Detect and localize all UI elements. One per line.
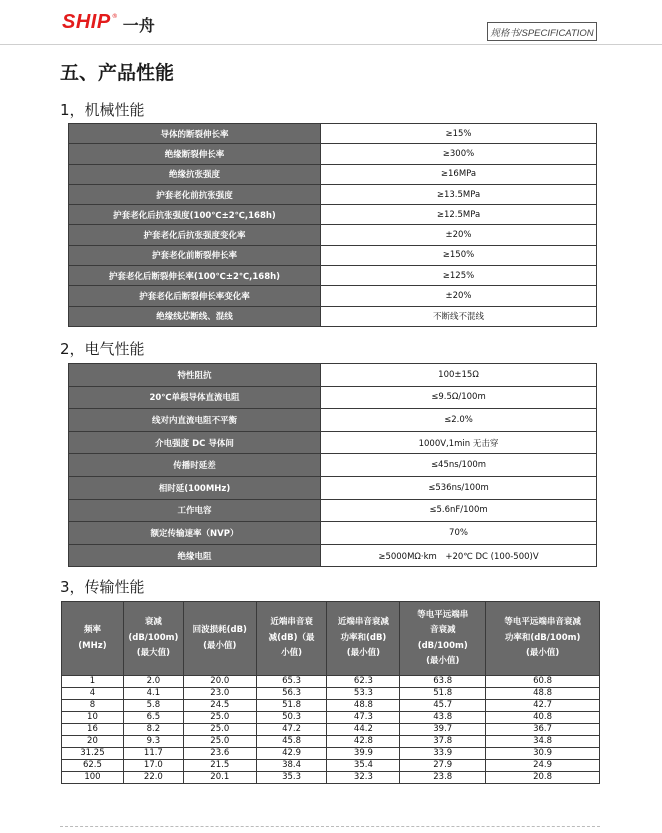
- property-value: ≤9.5Ω/100m: [321, 386, 597, 409]
- transmission-title: 3，传输性能: [60, 578, 145, 596]
- table-cell: 45.8: [256, 736, 327, 748]
- column-header-line: (最小值): [346, 648, 381, 659]
- table-cell: 100: [62, 772, 124, 784]
- table-cell: 20.1: [183, 772, 256, 784]
- property-value: ≤45ns/100m: [321, 454, 597, 477]
- table-cell: 23.8: [400, 772, 486, 784]
- property-value: ≤2.0%: [321, 409, 597, 432]
- table-row: [69, 544, 597, 567]
- table-cell: 20.0: [183, 676, 256, 688]
- table-cell: 8: [62, 700, 124, 712]
- table-row: [69, 476, 597, 499]
- column-header-line: 衰减: [144, 617, 162, 628]
- table-cell: 2.0: [123, 676, 183, 688]
- table-cell: 65.3: [256, 676, 327, 688]
- table-cell: 9.3: [123, 736, 183, 748]
- property-value: ≥125%: [321, 266, 597, 286]
- column-header-line: (最小值): [426, 656, 460, 666]
- table-cell: 34.8: [486, 736, 600, 748]
- column-header: [327, 602, 400, 676]
- property-value: ±20%: [321, 286, 597, 306]
- property-value: ≤5.6nF/100m: [321, 499, 597, 522]
- table-cell: 8.2: [123, 724, 183, 736]
- transmission-table: [61, 601, 600, 784]
- table-row: [69, 522, 597, 545]
- property-value: ≥12.5MPa: [321, 205, 597, 225]
- property-value: ≤536ns/100m: [321, 476, 597, 499]
- column-header-line: 等电平远端串音衰减: [504, 617, 581, 628]
- column-header: [62, 602, 124, 676]
- property-value: ≥15%: [321, 124, 597, 144]
- property-value: ≥16MPa: [321, 164, 597, 184]
- column-header-line: 功率和(dB/100m): [504, 632, 581, 643]
- table-cell: 23.0: [183, 688, 256, 700]
- table-row: [69, 184, 597, 204]
- table-cell: 32.3: [327, 772, 400, 784]
- table-cell: 35.4: [327, 760, 400, 772]
- table-row: [62, 676, 600, 688]
- table-row: [69, 286, 597, 306]
- property-name: 特性阻抗: [69, 364, 321, 387]
- table-row: [69, 245, 597, 265]
- section-title: 五、产品性能: [60, 62, 175, 84]
- property-name: 绝缘断裂伸长率: [69, 144, 321, 164]
- table-row: [69, 164, 597, 184]
- property-value: 1000V,1min 无击穿: [321, 431, 597, 454]
- company-logo: [62, 11, 155, 36]
- column-header-line: 音衰减: [429, 625, 456, 635]
- column-header-line: (dB/100m): [417, 640, 468, 651]
- electrical-table: [68, 363, 597, 567]
- mechanical-title: 1，机械性能: [60, 101, 145, 119]
- property-value: ≥5000MΩ·km +20℃ DC (100-500)V: [321, 544, 597, 567]
- table-row: [69, 124, 597, 144]
- table-cell: 51.8: [400, 688, 486, 700]
- table-row: [69, 499, 597, 522]
- property-name: 护套老化前抗张强度: [69, 184, 321, 204]
- table-cell: 39.7: [400, 724, 486, 736]
- table-cell: 50.3: [256, 712, 327, 724]
- table-row: [62, 724, 600, 736]
- table-cell: 53.3: [327, 688, 400, 700]
- table-cell: 31.25: [62, 748, 124, 760]
- table-row: [62, 688, 600, 700]
- table-cell: 39.9: [327, 748, 400, 760]
- table-cell: 56.3: [256, 688, 327, 700]
- table-row: [69, 144, 597, 164]
- property-value: ≥300%: [321, 144, 597, 164]
- table-cell: 11.7: [123, 748, 183, 760]
- specification-label: 规格书/SPECIFICATION: [487, 22, 597, 41]
- table-cell: 42.7: [486, 700, 600, 712]
- property-name: 护套老化后断裂伸长率变化率: [69, 286, 321, 306]
- table-row: [69, 225, 597, 245]
- table-cell: 35.3: [256, 772, 327, 784]
- column-header-line: (最小值): [525, 648, 560, 659]
- page-header: [0, 0, 662, 46]
- property-value: 100±15Ω: [321, 364, 597, 387]
- table-cell: 20: [62, 736, 124, 748]
- registered-mark: ®: [111, 13, 118, 20]
- table-cell: 63.8: [400, 676, 486, 688]
- table-cell: 4: [62, 688, 124, 700]
- table-cell: 16: [62, 724, 124, 736]
- column-header-line: 小值): [281, 648, 303, 659]
- table-row: [69, 431, 597, 454]
- column-header-line: (MHz): [78, 640, 107, 651]
- table-cell: 1: [62, 676, 124, 688]
- header-divider: [0, 44, 662, 45]
- table-cell: 43.8: [400, 712, 486, 724]
- table-row: [69, 306, 597, 326]
- column-header-line: 减(dB)（最: [268, 632, 315, 643]
- property-name: 绝缘电阻: [69, 544, 321, 567]
- column-header-line: 回波损耗(dB): [192, 625, 247, 635]
- table-cell: 48.8: [486, 688, 600, 700]
- property-name: 护套老化后抗张强度(100℃±2℃,168h): [69, 205, 321, 225]
- table-cell: 25.0: [183, 724, 256, 736]
- table-row: [69, 364, 597, 387]
- property-name: 介电强度 DC 导体间: [69, 431, 321, 454]
- column-header-line: 近端串音衰减: [337, 617, 389, 628]
- property-value: ±20%: [321, 225, 597, 245]
- column-header: [183, 602, 256, 676]
- property-value: 不断线不混线: [321, 306, 597, 326]
- table-cell: 62.3: [327, 676, 400, 688]
- table-row: [69, 454, 597, 477]
- table-cell: 5.8: [123, 700, 183, 712]
- property-name: 绝缘抗张强度: [69, 164, 321, 184]
- property-name: 工作电容: [69, 499, 321, 522]
- table-cell: 42.8: [327, 736, 400, 748]
- table-cell: 45.7: [400, 700, 486, 712]
- table-cell: 51.8: [256, 700, 327, 712]
- table-cell: 6.5: [123, 712, 183, 724]
- column-header-line: 功率和(dB): [340, 632, 387, 643]
- column-header-line: (dB/100m): [128, 632, 179, 643]
- property-name: 护套老化后断裂伸长率(100℃±2℃,168h): [69, 266, 321, 286]
- table-row: [69, 409, 597, 432]
- table-cell: 40.8: [486, 712, 600, 724]
- table-row: [62, 760, 600, 772]
- logo-chinese-text: 一舟: [122, 16, 155, 35]
- table-cell: 24.5: [183, 700, 256, 712]
- column-header-line: (最大值): [136, 648, 171, 659]
- table-cell: 25.0: [183, 736, 256, 748]
- property-value: 70%: [321, 522, 597, 545]
- table-cell: 36.7: [486, 724, 600, 736]
- property-value: ≥150%: [321, 245, 597, 265]
- table-cell: 62.5: [62, 760, 124, 772]
- column-header-line: 近端串音衰: [270, 617, 313, 628]
- column-header: [486, 602, 600, 676]
- table-cell: 20.8: [486, 772, 600, 784]
- table-cell: 60.8: [486, 676, 600, 688]
- electrical-title: 2，电气性能: [60, 340, 145, 358]
- table-row: [62, 772, 600, 784]
- property-name: 绝缘线芯断线、混线: [69, 306, 321, 326]
- table-cell: 44.2: [327, 724, 400, 736]
- property-name: 传播时延差: [69, 454, 321, 477]
- logo-text: SHIP: [62, 11, 111, 33]
- table-row: [62, 712, 600, 724]
- table-cell: 30.9: [486, 748, 600, 760]
- property-name: 护套老化前断裂伸长率: [69, 245, 321, 265]
- table-cell: 47.3: [327, 712, 400, 724]
- property-name: 导体的断裂伸长率: [69, 124, 321, 144]
- footer-divider: [60, 826, 600, 827]
- table-row: [62, 748, 600, 760]
- table-cell: 33.9: [400, 748, 486, 760]
- table-cell: 37.8: [400, 736, 486, 748]
- property-name: 线对内直流电阻不平衡: [69, 409, 321, 432]
- property-name: 20℃单根导体直流电阻: [69, 386, 321, 409]
- column-header: [400, 602, 486, 676]
- property-name: 护套老化后抗张强度变化率: [69, 225, 321, 245]
- table-row: [69, 205, 597, 225]
- table-cell: 22.0: [123, 772, 183, 784]
- column-header-line: 频率: [83, 625, 101, 635]
- table-row: [69, 266, 597, 286]
- table-row: [62, 700, 600, 712]
- table-cell: 21.5: [183, 760, 256, 772]
- table-cell: 38.4: [256, 760, 327, 772]
- column-header-line: 等电平远端串: [417, 609, 469, 620]
- column-header: [256, 602, 327, 676]
- table-cell: 27.9: [400, 760, 486, 772]
- table-cell: 4.1: [123, 688, 183, 700]
- property-value: ≥13.5MPa: [321, 184, 597, 204]
- property-name: 相时延(100MHz): [69, 476, 321, 499]
- table-cell: 17.0: [123, 760, 183, 772]
- table-cell: 47.2: [256, 724, 327, 736]
- table-cell: 48.8: [327, 700, 400, 712]
- table-row: [62, 736, 600, 748]
- table-cell: 25.0: [183, 712, 256, 724]
- table-cell: 23.6: [183, 748, 256, 760]
- table-row: [69, 386, 597, 409]
- mechanical-table: [68, 123, 597, 327]
- property-name: 额定传输速率（NVP）: [69, 522, 321, 545]
- table-cell: 24.9: [486, 760, 600, 772]
- column-header: [123, 602, 183, 676]
- table-cell: 42.9: [256, 748, 327, 760]
- column-header-line: (最小值): [203, 640, 237, 651]
- table-cell: 10: [62, 712, 124, 724]
